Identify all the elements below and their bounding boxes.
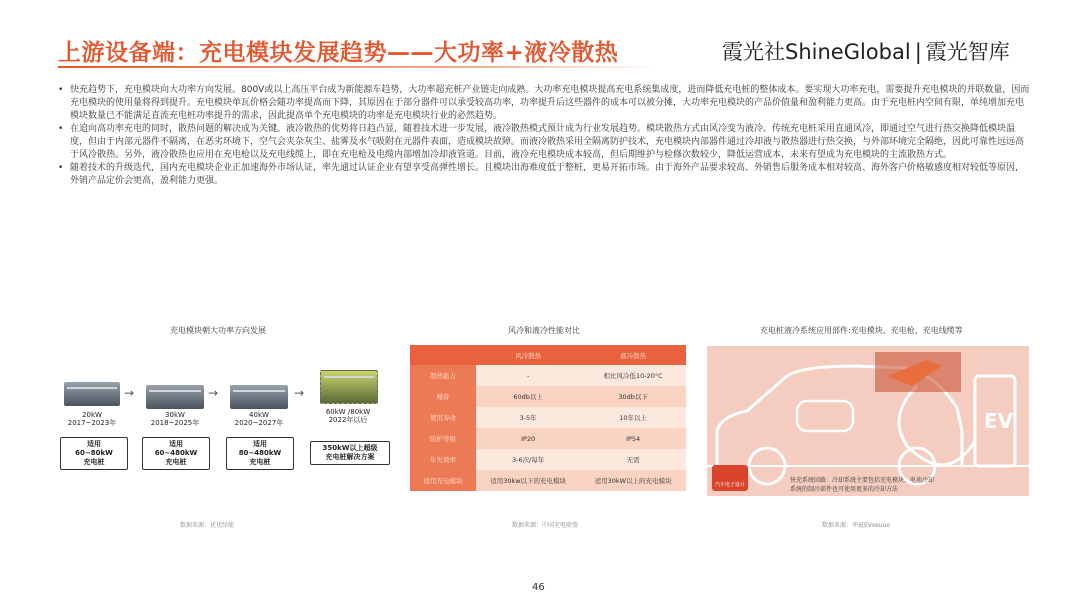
table-header-cell: 液冷散热 [580, 345, 686, 365]
module-image [146, 385, 204, 409]
table-cell: 60db以上 [476, 386, 580, 407]
module-years: 2017~2023年 [67, 419, 117, 427]
charging-cable [899, 386, 975, 465]
applicable-box [60, 437, 128, 470]
title-underline [58, 66, 658, 68]
table-row [410, 386, 686, 407]
source-note: 数据来源：华夏EVseuuo [822, 522, 890, 529]
ev-charging-illustration [707, 346, 1029, 496]
box-line: 充电桩 [83, 458, 105, 466]
table-row [410, 407, 686, 428]
applicable-box [226, 437, 294, 470]
box-line: 充电桩 [249, 458, 271, 466]
box-line: 充电桩解决方案 [325, 453, 375, 461]
panel-liquid-cooling-parts-title: 充电桩液冷系统应用部件:充电模块、充电枪、充电线缆等 [760, 326, 963, 335]
table-cell: 无需 [580, 449, 686, 470]
bullet-item: • 在追向高功率充电的同时，散热问题的解决成为关键。液冷散热的优势将日趋凸显，随着技术进一步发展，液冷散热模式预计成为行业发展趋势。模块散热方式由风冷变为液冷。传统充电桩采用直通风冷，即通过空气进行热交换降低模块温度，但由于内部元器件不隔离，在恶劣环境下，空气会夹杂灰尘、盐雾及水气吸附在元器件表面，造成模块故障。而液冷散热采用全隔离防护技术，充电模块内部器件通过冷却液与散热器进行热交换，与外部环境完全隔绝，因此可靠性远远高于风冷散热。另外，液冷散热也应用在充电枪以及充电线缆上，即在充电枪及电缆内部增加冷却液管道。目前，液冷充电模块成本较高，但后期维护与检修次数较少，降低运营成本，未来有望成为充电模块的主流散热方式。 [58, 123, 1030, 162]
box-line: 60~480kW [154, 449, 198, 457]
brand-think-tank: 霞光智库 [925, 40, 1010, 64]
row-header: 年失效率 [410, 449, 476, 470]
table-cell: IP54 [580, 428, 686, 449]
brand-separator: | [914, 40, 922, 64]
arrow-icon: → [208, 386, 219, 400]
module-image-liquid [320, 370, 378, 404]
applicable-box [310, 441, 390, 465]
module-years: 2020~2027年 [234, 419, 284, 427]
caption-line: 快充系统回路：冷却系统主要包括充电模块、电池冷却 [790, 477, 935, 484]
row-header: 使用寿命 [410, 407, 476, 428]
module-label [62, 411, 122, 427]
row-header: 防护等级 [410, 428, 476, 449]
box-line: 适用 [87, 440, 101, 448]
row-header: 噪音 [410, 386, 476, 407]
brand-name-cn: 霞光社 [722, 40, 785, 64]
panel-module-evolution-title: 充电模块朝大功率方向发展 [170, 326, 266, 335]
module-image [230, 385, 288, 409]
module-label [316, 408, 380, 424]
row-header: 适用充电模块 [410, 470, 476, 491]
module-power: 30kW [165, 411, 185, 419]
module-image [64, 382, 120, 406]
table-cell: IP20 [476, 428, 580, 449]
row-header: 散热能力 [410, 365, 476, 386]
bullet-item: • 快充趋势下，充电模块向大功率方向发展。800V或以上高压平台成为新能源车趋势，大功率超充桩产业链走向成熟。大功率充电模块提高充电系统集成度，进而降低充电桩的整体成本。要实现大功率充电，需要提升充电模块的并联数量，因而充电模块的使用量将得到提升。充电模块单瓦价格会随功率提高而下降，其原因在于部分器件可以承受较高功率，功率提升后这些器件的成本可以被分摊，大功率充电模块的产品价值量和盈利能力更高。由于充电桩内空间有限，单纯增加充电模块数量已不能满足直流充电桩功率提升的需求，因此提高单个充电模块的功率是充电模块行业的必然趋势。 [58, 84, 1030, 123]
ev-badge: EV [984, 409, 1014, 433]
brand-logo [722, 36, 1010, 66]
table-header-row [410, 345, 686, 365]
box-line: 60~80kW [75, 449, 113, 457]
car-charger-illustration [707, 346, 1029, 496]
applicable-box [142, 437, 210, 470]
box-line: 350kW以上超级 [322, 444, 378, 452]
module-label [144, 411, 206, 427]
module-label [228, 411, 290, 427]
page-number: 46 [532, 582, 545, 593]
table-row [410, 428, 686, 449]
charging-module-box [797, 401, 853, 431]
module-power: 20kW [82, 411, 102, 419]
panel-cooling-comparison-title: 风冷和液冷性能对比 [508, 326, 580, 335]
table-cell: - [476, 365, 580, 386]
table-row [410, 365, 686, 386]
module-years: 2022年以后 [328, 416, 368, 424]
box-line: 80~480kW [238, 449, 282, 457]
table-row [410, 449, 686, 470]
table-header-cell [410, 345, 476, 365]
module-power: 60kW /80kW [325, 408, 371, 416]
table-cell: 适用30kW以上的充电模块 [580, 470, 686, 491]
page-title: 上游设备端：充电模块发展趋势——大功率+液冷散热 [58, 40, 619, 66]
table-cell: 10年以上 [580, 407, 686, 428]
illustration-caption [790, 476, 934, 494]
arrow-icon: → [294, 386, 305, 400]
table-cell: 3-6次/每年 [476, 449, 580, 470]
module-years: 2018~2025年 [150, 419, 200, 427]
source-note: 数据来源：优优绿能 [180, 522, 235, 529]
table-cell: 适用30kw以下的充电模块 [476, 470, 580, 491]
module-power: 40kW [249, 411, 269, 419]
bullet-item: • 随着技术的升级迭代，国内充电模块企业正加速海外市场认证，率先通过认证企业有望享受高弹性增长。且模块出海难度低于整桩，更易开拓市场。由于海外产品要求较高、外销售后服务成本相对较高、海外客户价格敏感度相对较低等原因，外销产品定价会更高，盈利能力更强。 [58, 162, 1030, 188]
logo-badge: 汽车电子设计 [712, 465, 748, 491]
box-line: 适用 [253, 440, 267, 448]
table-row [410, 470, 686, 491]
caption-line: 系统的制冷部件也可使用更多的冷却方法 [790, 486, 899, 493]
table-cell: 相比风冷低10-20°C [580, 365, 686, 386]
table-cell: 3-5年 [476, 407, 580, 428]
table-cell: 30db以下 [580, 386, 686, 407]
brand-name-en: ShineGlobal [785, 40, 911, 64]
source-note: 数据来源：中国充电联盟 [512, 522, 579, 529]
bullet-list [58, 84, 1030, 188]
arrow-icon: → [124, 386, 135, 400]
box-line: 充电桩 [165, 458, 187, 466]
table-header-cell: 风冷散热 [476, 345, 580, 365]
cooling-comparison-table [410, 345, 686, 491]
box-line: 适用 [169, 440, 183, 448]
